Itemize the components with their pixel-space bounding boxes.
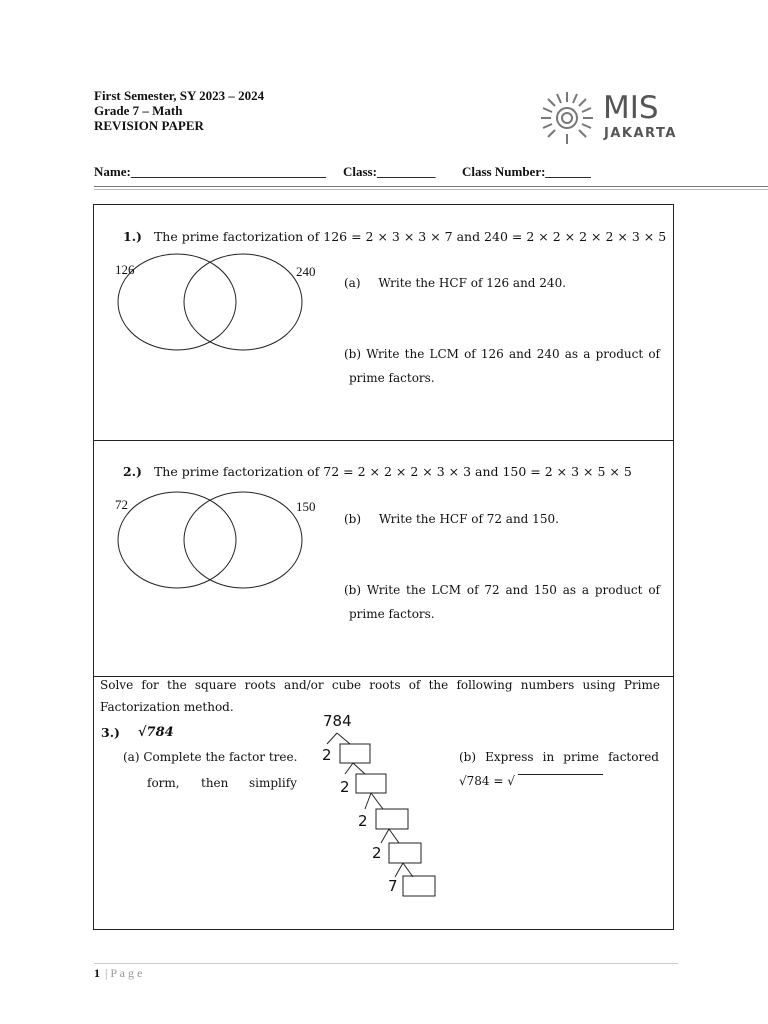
q2-part-b-line1: (b) Write the LCM of 72 and 150 as a product of [344,583,660,597]
q3-expression: √784 [138,725,174,740]
logo-subtitle: JAKARTA [604,126,677,141]
q1-venn-right-label: 240 [296,264,316,279]
tree-factor-2: 2 [340,778,350,796]
q2-prompt: The prime factorization of 72 = 2 × 2 × 2 × 3 × 3 and 150 = 2 × 3 × 5 × 5 [153,464,632,479]
q1-prompt-row [123,229,666,244]
q2-venn-diagram [110,486,320,606]
class-field: Class:_________ [343,164,436,179]
q3-part-b-line2: √784 = √ [459,774,515,788]
q1-venn-diagram [110,250,320,370]
q3-part-b-line1: (b) Express in prime factored [459,750,659,764]
q3-factor-tree [315,725,445,900]
sun-logo-icon [537,88,599,148]
q1-venn-left-label: 126 [115,262,135,277]
tree-factor-4: 2 [372,844,382,862]
class-number-field: Class Number:_______ [462,164,591,179]
school-logo [537,88,677,148]
semester-line: First Semester, SY 2023 – 2024 [94,88,265,103]
q2-part-a [344,512,559,526]
q2-venn-left-label: 72 [115,497,128,512]
q2-number: 2.) [123,464,142,479]
header-rule-2 [94,189,768,190]
page-number: 1 [94,966,100,980]
q3-instruction [100,674,660,718]
q3-answer-overline [518,774,603,775]
q3-instruction-line1: Solve for the square roots and/or cube roots of the following numbers using Prime [100,678,660,692]
tree-factor-1: 2 [322,746,332,764]
grade-line: Grade 7 – Math [94,103,183,118]
q2-part-a-label: (b) [344,512,362,526]
q1-part-a-text: Write the HCF of 126 and 240. [378,276,567,290]
logo-title: MIS [603,90,659,126]
q2-part-b [344,578,660,626]
q1-part-b [344,342,660,390]
q1-part-a [344,276,566,290]
tree-factor-5: 7 [388,877,398,895]
q1-part-b-line1: (b) Write the LCM of 126 and 240 as a product of [344,347,660,361]
tree-factor-3: 2 [358,812,368,830]
q1-part-a-label: (a) [344,276,361,290]
page-label: | P a g e [105,966,143,980]
tree-root: 784 [323,712,352,730]
q2-part-b-line2: prime factors. [349,607,435,621]
footer-rule [94,963,678,964]
q3-part-a-w1: form, [147,776,180,790]
q3-instruction-line2: Factorization method. [100,700,234,714]
paper-title: REVISION PAPER [94,118,204,133]
q3-part-a-w3: simplify [249,776,297,790]
q3-number: 3.) [101,725,120,740]
q1-part-b-line2: prime factors. [349,371,435,385]
q1-prompt: The prime factorization of 126 = 2 × 3 × 3 × 7 and 240 = 2 × 2 × 2 × 2 × 3 × 5 [153,229,667,244]
name-field: Name:______________________________ [94,164,326,179]
q2-part-a-text: Write the HCF of 72 and 150. [378,512,559,526]
q2-venn-right-label: 150 [296,499,316,514]
q1-number: 1.) [123,229,142,244]
q3-part-a-w2: then [201,776,229,790]
q3-part-a-line1: (a) Complete the factor tree. [123,750,298,764]
header-rule [94,186,768,187]
q2-prompt-row [123,464,632,479]
page-footer [94,966,142,981]
